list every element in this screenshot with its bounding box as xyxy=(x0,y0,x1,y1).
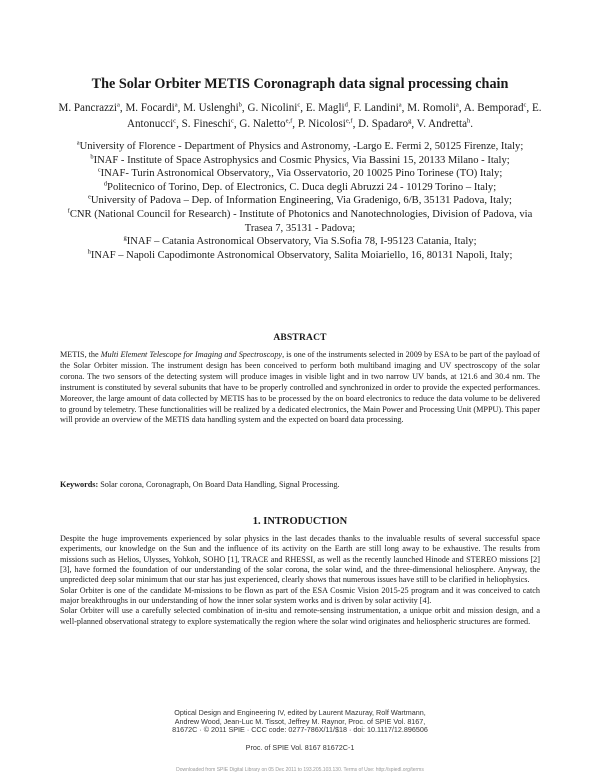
author-name: D. Spadaro xyxy=(358,117,409,130)
affiliation-mark: c xyxy=(97,166,101,174)
author-separator: , xyxy=(292,117,298,130)
author-affiliation-mark: a xyxy=(398,101,402,109)
author-affiliation-mark: c xyxy=(230,116,234,124)
author-affiliation-mark: c xyxy=(523,101,527,109)
download-notice: Downloaded from SPIE Digital Library on 05 Dec 2011 to 193.205.103.130. Terms of Use: http://spiedl.org/terms xyxy=(176,767,424,773)
author-separator: , xyxy=(176,117,182,130)
author-name: S. Fineschi xyxy=(181,117,231,130)
affiliation-text: University of Padova – Dep. of Information Engineering, Via Gradenigo, 6/B, 35131 Padova, Italy; xyxy=(90,195,512,207)
abstract-text xyxy=(60,350,540,426)
affiliation-item xyxy=(58,167,542,181)
author-separator: , xyxy=(300,102,306,114)
affiliation-item xyxy=(58,194,542,208)
author-name: P. Nicolosi xyxy=(297,117,346,130)
footer-line: Andrew Wood, Jean-Luc M. Tissot, Jeffrey M. Raynor, Proc. of SPIE Vol. 8167, xyxy=(174,716,426,726)
affiliation-text: INAF- Turin Astronomical Observatory,, Via Osservatorio, 20 10025 Pino Torinese (TO) Italy; xyxy=(100,168,503,180)
author-separator: , xyxy=(119,102,126,114)
affiliation-text: University of Florence - Department of Physics and Astronomy, -Largo E. Fermi 2, 50125 Firenze, Italy; xyxy=(79,141,524,152)
introduction-body xyxy=(60,534,540,627)
affiliation-item xyxy=(58,249,542,263)
author-affiliation-mark: b xyxy=(238,101,242,109)
author-affiliation-mark: h xyxy=(467,116,471,124)
affiliation-item xyxy=(58,235,542,249)
abstract-body: , is one of the instruments selected in 2009 by ESA to be part of the payload of the Solar Orbiter mission. The instrument design has been conceived to perform both multiband imaging and UV spectroscopy of the solar corona. The two sensors of the detecting system will produce images in visible light and in two narrow UV bands, at 121.6 and 30.4 nm. The instrument is constituted by several subunits that have to be properly controlled and synchronized in order to provide the expected performances. Moreover, the large amount of data collected by METIS has to be processed by the on board electronics to reduce the data volume to be delivered to ground by telemetry. These functionalities will be realized by a dedicated electronics, the Main Power and Processing Unit (MPPU). This paper will provide an overview of the METIS data handling system and the expected on board data processing. xyxy=(60,350,540,425)
affiliation-item xyxy=(58,181,542,195)
author-separator: . xyxy=(470,117,474,130)
author-affiliation-mark: a xyxy=(455,101,459,109)
author-separator: , xyxy=(458,102,464,114)
author-affiliation-mark: e,f xyxy=(285,116,293,124)
footer-line: 81672C · © 2011 SPIE · CCC code: 0277-786X/11/$18 · doi: 10.1117/12.896506 xyxy=(172,725,428,735)
author-name: G. Nicolini xyxy=(247,102,298,114)
affiliation-text: INAF - Institute of Space Astrophysics and Cosmic Physics, Via Bassini 15, 20133 Milano - Italy; xyxy=(93,154,510,166)
keywords-text: Solar corona, Coronagraph, On Board Data Handling, Signal Processing. xyxy=(98,480,340,489)
author-separator: , xyxy=(347,102,354,114)
affiliation-text: CNR (National Council for Research) - Institute of Photonics and Nanotechnologies, Division of Padova, via Trasea 7, 35131 - Padova; xyxy=(69,208,533,234)
affiliation-text: INAF – Napoli Capodimonte Astronomical Observatory, Salita Moiariello, 16, 80131 Napoli, Italy; xyxy=(90,249,513,261)
author-separator: , xyxy=(177,102,184,114)
page-reference: Proc. of SPIE Vol. 8167 81672C-1 xyxy=(245,743,355,752)
author-name: E. Magli xyxy=(305,102,345,114)
author-affiliation-mark: d xyxy=(344,101,348,109)
affiliation-text: Politecnico of Torino, Dep. of Electronics, C. Duca degli Abruzzi 24 - 10129 Torino – Italy; xyxy=(107,181,497,193)
author-name: V. Andretta xyxy=(416,117,467,130)
author-affiliation-mark: a xyxy=(174,101,178,109)
author-list xyxy=(52,101,548,132)
author-separator: , xyxy=(411,117,417,130)
author-name: M. Uslenghi xyxy=(183,102,239,114)
affiliation-mark: e xyxy=(88,193,91,201)
intro-paragraph: Solar Orbiter will use a carefully selected combination of in-situ and remote-sensing instrumentation, a unique orbit and mission design, and a well-planned observational strategy to explore systematically the region where the solar wind originates and heliospheric structures are formed. xyxy=(60,606,540,626)
affiliation-mark: g xyxy=(123,234,127,242)
intro-paragraph: Solar Orbiter is one of the candidate M-missions to be flown as part of the ESA Cosmic Vision 2015-25 program and it was conceived to catch major breakthroughs in our understanding of how the inner solar system works and is driven by solar activity [4]. xyxy=(60,585,540,606)
author-affiliation-mark: g xyxy=(408,116,412,124)
paper-title: The Solar Orbiter METIS Coronagraph data signal processing chain xyxy=(91,76,509,92)
footer-line: Optical Design and Engineering IV, edited by Laurent Mazuray, Rolf Wartmann, xyxy=(174,708,426,717)
author-name: A. Bemporad xyxy=(463,102,524,114)
author-name: M. Romoli xyxy=(407,102,456,114)
abstract-emphasis: Multi Element Telescope for Imaging and Spectroscopy xyxy=(100,350,283,359)
author-name: M. Pancrazzi xyxy=(58,102,117,114)
affiliation-mark: a xyxy=(76,139,80,147)
affiliation-mark: h xyxy=(87,248,91,256)
intro-paragraph: Despite the huge improvements experienced by solar physics in the last decades thanks to the invaluable results of several successful space experiments, our knowledge on the Sun and the influence of its activity on the Earth are still long away to be exhaustive. The results from missions such as Helios, Ulysses, Yohkoh, SOHO [1], TRACE and RHESSI, as well as the recently launched Hinode and STEREO missions [2][3], have formed the foundation of our understanding of the solar corona, the solar wind, and the three-dimensional heliosphere. Anyway, the unpredicted deep solar minimum that our star has just experienced, clearly shows that numerous issues have still to be clarified in heliophysics. xyxy=(60,534,540,585)
author-separator: , xyxy=(233,117,240,130)
affiliation-mark: d xyxy=(103,180,108,188)
publication-footer xyxy=(60,709,540,735)
author-affiliation-mark: e,f xyxy=(345,116,353,124)
author-affiliation-mark: a xyxy=(117,101,120,109)
author-affiliation-mark: c xyxy=(173,116,177,124)
section-heading-introduction: 1. INTRODUCTION xyxy=(252,516,348,527)
affiliation-mark: f xyxy=(67,207,70,215)
author-name: E. Antonucci xyxy=(126,102,542,130)
keywords-label: Keywords: xyxy=(60,480,99,489)
affiliation-mark: b xyxy=(90,153,94,161)
author-separator: , xyxy=(401,102,408,114)
affiliation-text: INAF – Catania Astronomical Observatory, Via S.Sofia 78, I-95123 Catania, Italy; xyxy=(126,236,477,248)
affiliation-item xyxy=(58,208,542,235)
abstract-lead: METIS, the xyxy=(60,350,101,359)
affiliation-list xyxy=(58,140,542,262)
author-name: M. Focardi xyxy=(125,102,175,114)
author-name: F. Landini xyxy=(353,102,399,114)
author-separator: , xyxy=(352,117,359,130)
author-affiliation-mark: c xyxy=(297,101,301,109)
abstract-heading: ABSTRACT xyxy=(273,333,327,343)
author-separator: , xyxy=(241,102,248,114)
author-name: G. Naletto xyxy=(239,117,286,130)
author-separator: , xyxy=(526,102,532,114)
affiliation-item xyxy=(58,154,542,168)
affiliation-item xyxy=(58,140,542,154)
keywords xyxy=(60,480,540,491)
